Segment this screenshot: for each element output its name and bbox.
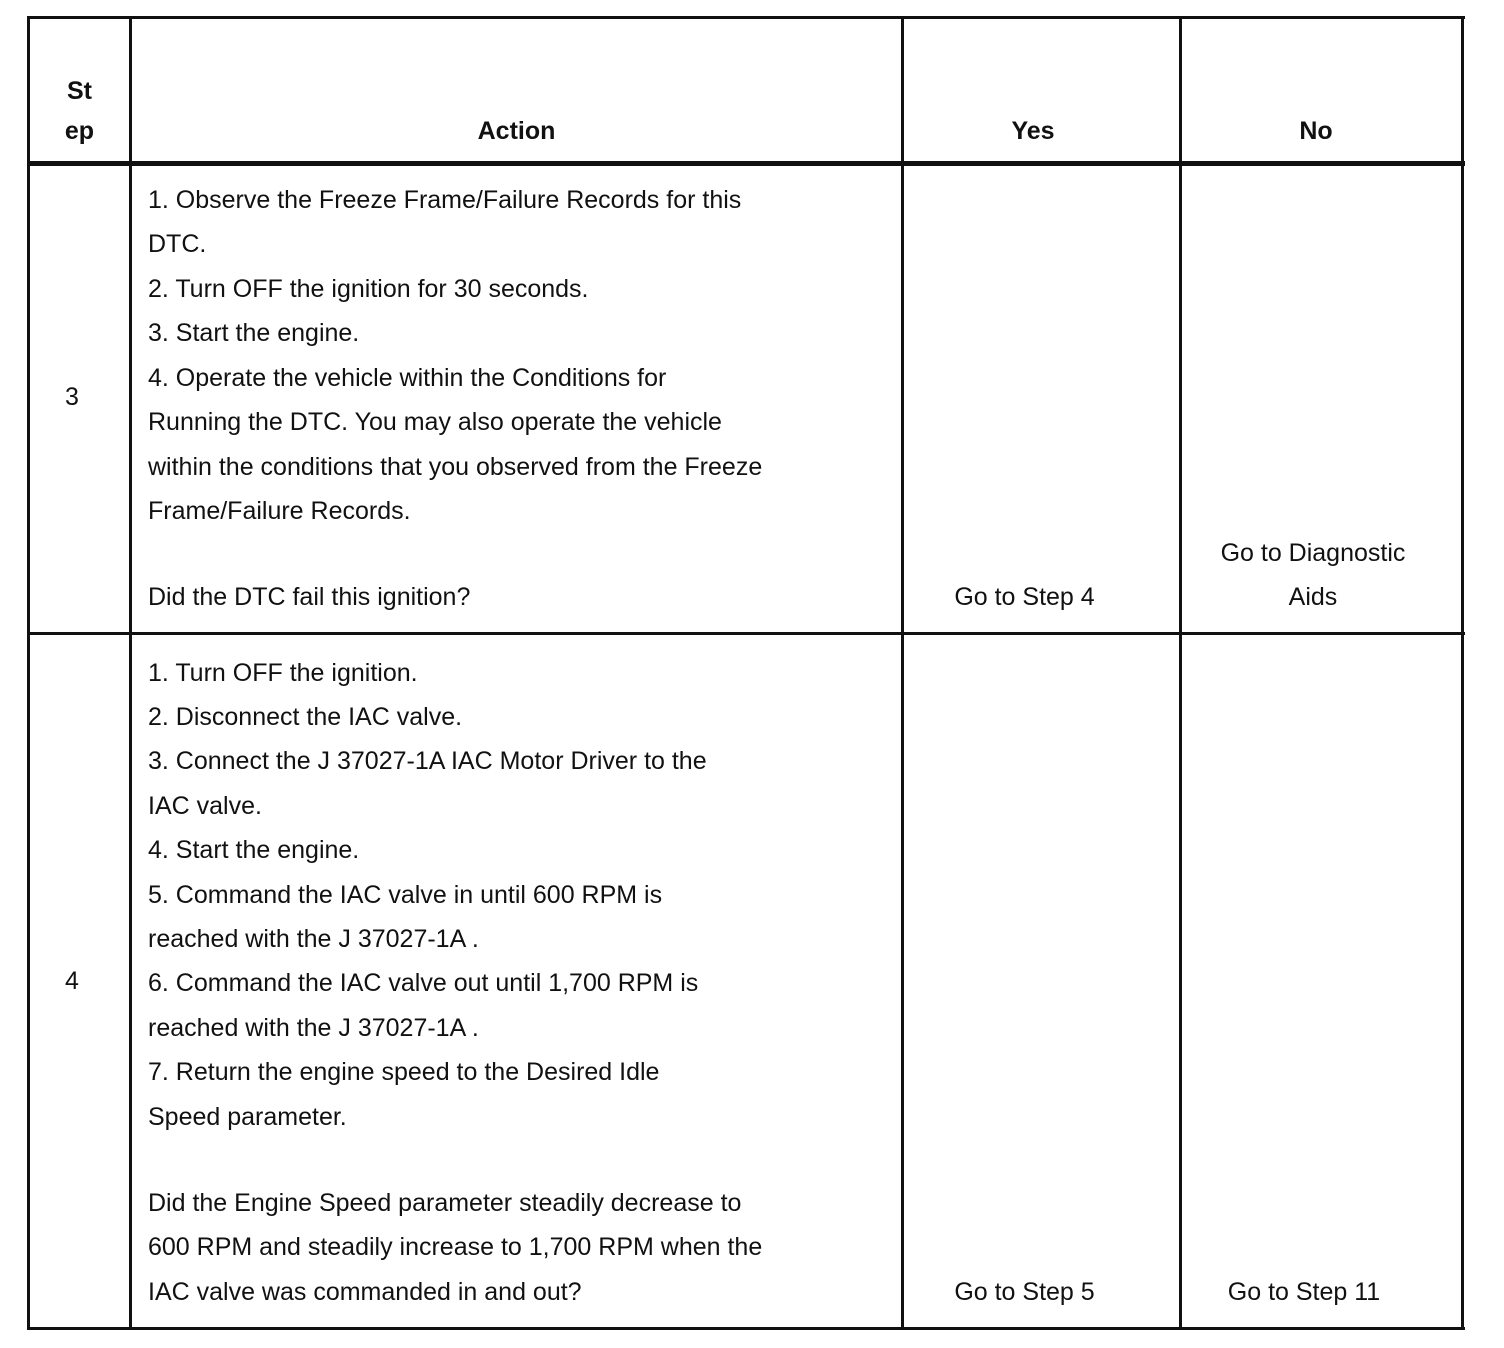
row3-action-line: Frame/Failure Records. bbox=[148, 497, 411, 525]
row4-action-line: 2. Disconnect the IAC valve. bbox=[148, 703, 463, 731]
row4-action-line: 4. Start the engine. bbox=[148, 836, 360, 864]
table-left-border bbox=[27, 16, 30, 1330]
row4-action-line: 7. Return the engine speed to the Desired Idle bbox=[148, 1058, 660, 1086]
row3-step-number: 3 bbox=[65, 383, 79, 411]
row3-bottom-border bbox=[27, 632, 1465, 635]
row4-action-line: reached with the J 37027-1A . bbox=[148, 925, 479, 953]
row3-action-line: 2. Turn OFF the ignition for 30 seconds. bbox=[148, 275, 589, 303]
row3-action-line: 1. Observe the Freeze Frame/Failure Records for this bbox=[148, 186, 742, 214]
row3-question: Did the DTC fail this ignition? bbox=[148, 583, 471, 611]
row4-action-line: 3. Connect the J 37027-1A IAC Motor Driver to the bbox=[148, 747, 707, 775]
row3-no-result-line2: Aids bbox=[1288, 583, 1338, 611]
row4-yes-result: Go to Step 5 bbox=[954, 1278, 1095, 1306]
row4-action-line: 6. Command the IAC valve out until 1,700 RPM is bbox=[148, 969, 699, 997]
table-top-border bbox=[27, 16, 1465, 19]
row4-no-result: Go to Step 11 bbox=[1227, 1278, 1381, 1306]
row3-action-line: within the conditions that you observed from the Freeze bbox=[148, 453, 763, 481]
table-bottom-border bbox=[27, 1327, 1465, 1330]
row4-question-line: IAC valve was commanded in and out? bbox=[148, 1278, 582, 1306]
header-no: No bbox=[1299, 117, 1333, 145]
row4-step-number: 4 bbox=[65, 967, 79, 995]
header-yes: Yes bbox=[1011, 117, 1055, 145]
header-step-line1: St bbox=[67, 77, 92, 105]
row4-action-line: Speed parameter. bbox=[148, 1103, 347, 1131]
header-bottom-border bbox=[27, 161, 1465, 166]
header-step-line2: ep bbox=[64, 117, 95, 145]
yes-no-divider bbox=[1179, 16, 1182, 1330]
action-yes-divider bbox=[901, 16, 904, 1330]
row3-action-line: 4. Operate the vehicle within the Conditions for bbox=[148, 364, 667, 392]
step-action-divider bbox=[129, 16, 132, 1330]
row3-action-line: DTC. bbox=[148, 230, 207, 258]
row3-no-result-line1: Go to Diagnostic bbox=[1220, 539, 1406, 567]
row4-question-line: 600 RPM and steadily increase to 1,700 RPM when the bbox=[148, 1233, 763, 1261]
header-action: Action bbox=[477, 117, 556, 145]
row4-action-line: 5. Command the IAC valve in until 600 RPM is bbox=[148, 881, 663, 909]
row3-action-line: Running the DTC. You may also operate the vehicle bbox=[148, 408, 722, 436]
row4-question-line: Did the Engine Speed parameter steadily decrease to bbox=[148, 1189, 742, 1217]
row4-action-line: 1. Turn OFF the ignition. bbox=[148, 659, 418, 687]
row3-yes-result: Go to Step 4 bbox=[954, 583, 1095, 611]
row4-action-line: reached with the J 37027-1A . bbox=[148, 1014, 479, 1042]
table-right-border bbox=[1461, 16, 1464, 1330]
row4-action-line: IAC valve. bbox=[148, 792, 262, 820]
row3-action-line: 3. Start the engine. bbox=[148, 319, 360, 347]
